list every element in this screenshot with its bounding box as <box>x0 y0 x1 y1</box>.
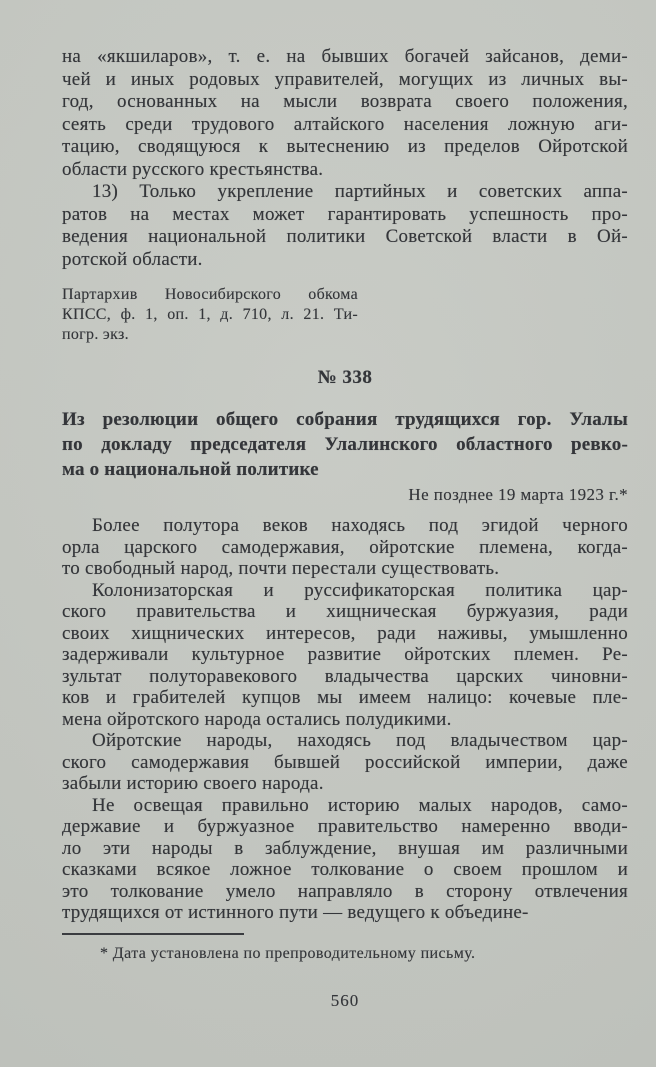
text-line: забыли историю своего народа. <box>62 773 324 794</box>
footnote-text: * Дата установлена по препроводительному письму. <box>100 944 476 962</box>
paragraph <box>62 795 628 924</box>
text-line: 13) Только укрепление партийных и советских аппа- <box>92 181 628 202</box>
text-line: год, основанных на мысли возврата своего положения, <box>62 91 628 112</box>
text-line: это толкование умело направляло в сторону отвлечения <box>62 880 628 902</box>
document-date: Не позднее 19 марта 1923 г.* <box>408 485 628 504</box>
text-line: задерживали культурное развитие ойротских племен. Ре- <box>62 644 628 665</box>
text-line: области русского крестьянства. <box>62 158 324 180</box>
text-line: державие и буржуазное правительство намеренно вводи- <box>62 816 628 837</box>
text-line: ков и грабителей купцов мы имеем налицо: кочевые пле- <box>62 687 628 708</box>
text-line: Колонизаторская и руссификаторская политика цар- <box>92 579 628 601</box>
text-line: ского правительства и хищническая буржуазия, ради <box>62 601 628 622</box>
archive-reference <box>62 285 358 345</box>
page-number: 560 <box>330 990 360 1010</box>
paragraph <box>62 181 628 271</box>
document-body <box>62 515 628 924</box>
text-line: чей и иных родовых управителей, могущих из личных вы- <box>62 68 628 90</box>
text-line: на «якшиларов», т. е. на бывших богачей зайсанов, деми- <box>62 46 628 67</box>
text-line: зультат полуторавекового владычества царских чиновни- <box>62 665 628 687</box>
text-line: по докладу председателя Улалинского областного ревко- <box>62 434 628 455</box>
text-line: ма о национальной политике <box>62 459 319 480</box>
text-line: мена ойротского народа остались полудикими. <box>62 708 452 730</box>
text-line: сказками всякое ложное толкование о своем прошлом и <box>62 859 628 880</box>
text-line: погр. экз. <box>62 326 129 343</box>
text-line: Не освещая правильно историю малых народов, само- <box>92 794 628 816</box>
paragraph <box>62 730 628 795</box>
footnote-divider <box>62 933 244 935</box>
text-line: трудящихся от истинного пути — ведущего к объедине- <box>62 902 529 923</box>
previous-document-text <box>62 46 628 271</box>
document-heading <box>62 407 628 482</box>
text-line: Ойротские народы, находясь под владычеством цар- <box>92 730 628 751</box>
text-line: КПСС, ф. 1, оп. 1, д. 710, л. 21. Ти- <box>62 306 358 323</box>
text-line: Более полутора веков находясь под эгидой черного <box>92 515 628 536</box>
paragraph <box>62 515 628 580</box>
paragraph <box>62 46 628 181</box>
text-line: ского самодержавия бывшей российской империи, даже <box>62 751 628 773</box>
text-line: ло эти народы в заблуждение, внушая им различными <box>62 837 628 859</box>
text-line: сеять среди трудового алтайского населения ложную аги- <box>62 113 628 135</box>
document-number: № 338 <box>317 367 373 388</box>
text-line: ротской области. <box>62 248 203 270</box>
text-line: Из резолюции общего собрания трудящихся гор. Улалы <box>62 409 628 430</box>
text-line: Партархив Новосибирского обкома <box>62 286 358 303</box>
paragraph <box>62 580 628 731</box>
text-line: тацию, сводящуюся к вытеснению из пределов Ойротской <box>62 136 628 157</box>
text-line: своих хищнических интересов, ради наживы, умышленно <box>62 622 628 644</box>
text-line: орла царского самодержавия, ойротские племена, когда- <box>62 536 628 558</box>
text-line: ведения национальной политики Советской власти в Ой- <box>62 226 628 247</box>
text-line: то свободный народ, почти перестали существовать. <box>62 558 500 579</box>
text-line: ратов на местах может гарантировать успешность про- <box>62 203 628 225</box>
